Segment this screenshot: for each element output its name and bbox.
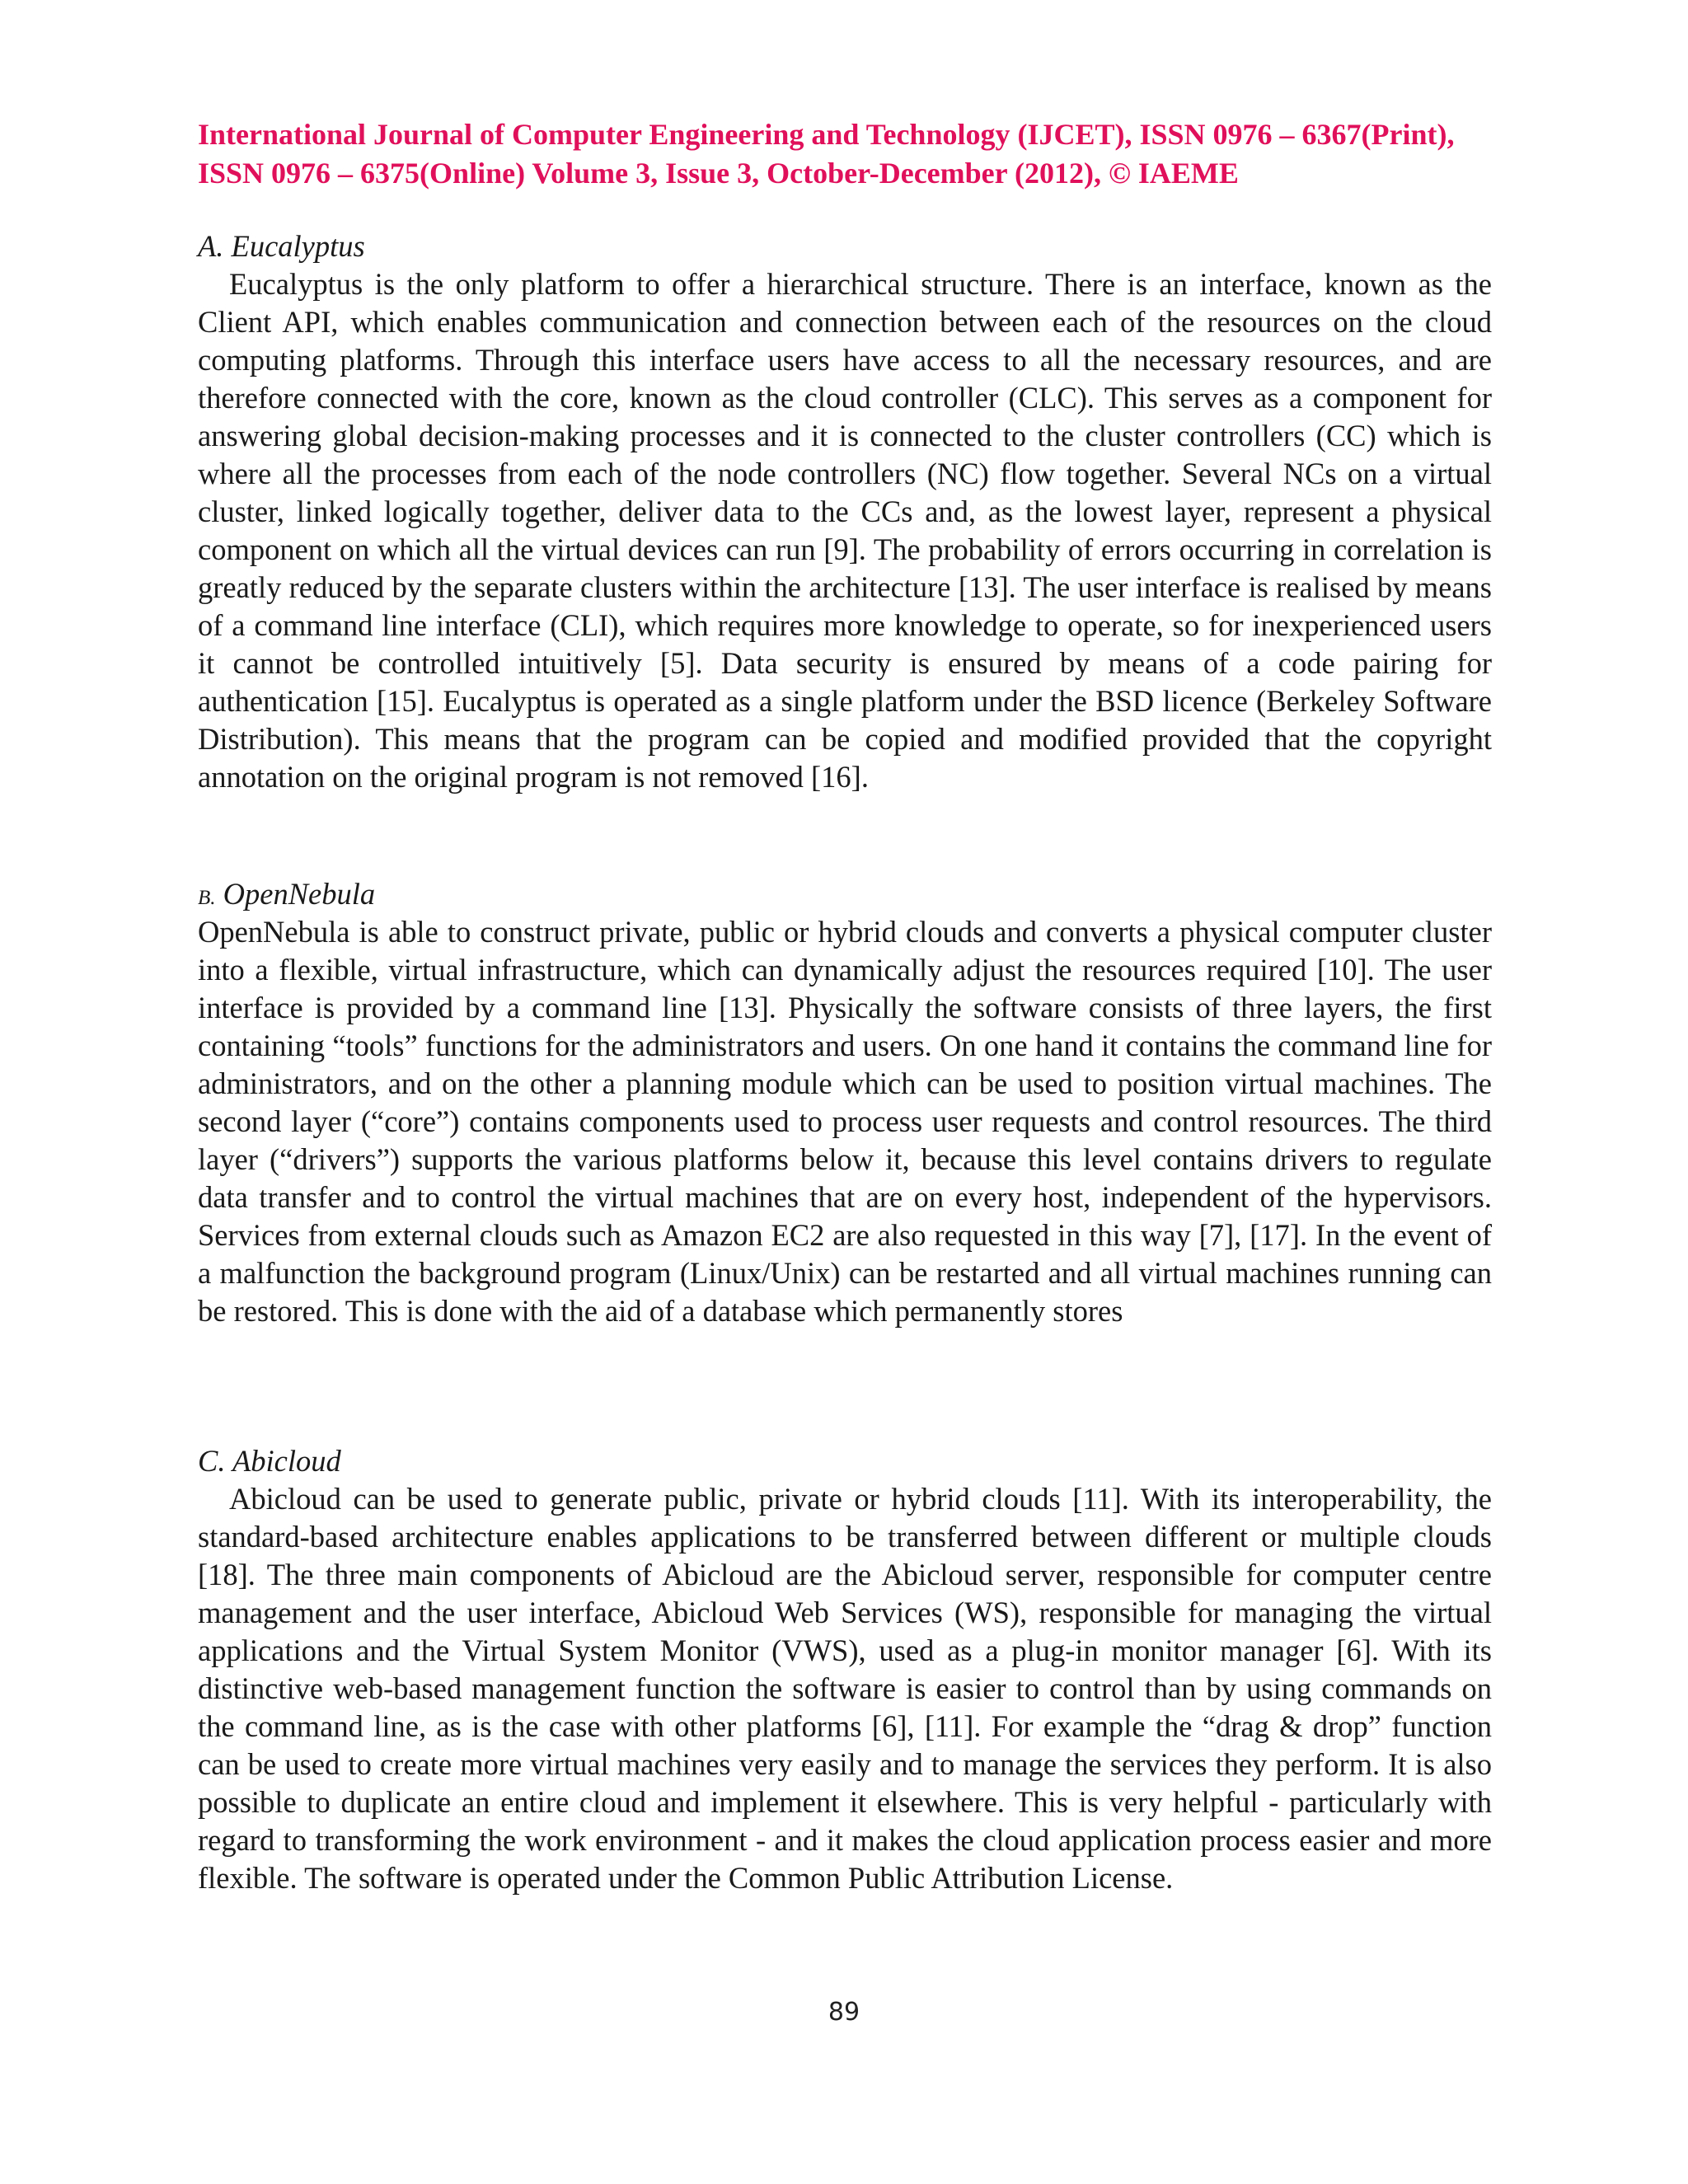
section-opennebula [198,875,1492,1330]
section-heading-abicloud [198,1442,1492,1480]
section-title: Abicloud [232,1444,341,1478]
section-letter: B. [198,887,216,909]
section-heading-eucalyptus [198,227,1492,265]
section-title: Eucalyptus [231,229,365,263]
section-body-eucalyptus: Eucalyptus is the only platform to offer a hierarchical structure. There is an interface, known as the Client API, which enables communication and connection between each of the resources on the cloud computing platforms. Through this interface users have access to all the necessary resources, and are therefore connected with the core, known as the cloud controller (CLC). This serves as a component for answering global decision-making processes and it is connected to the cluster controllers (CC) which is where all the processes from each of the node controllers (NC) flow together. Several NCs on a virtual cluster, linked logically together, deliver data to the CCs and, as the lowest layer, represent a physical component on which all the virtual devices can run [9]. The probability of errors occurring in correlation is greatly reduced by the separate clusters within the architecture [13]. The user interface is realised by means of a command line interface (CLI), which requires more knowledge to operate, so for inexperienced users it cannot be controlled intuitively [5]. Data security is ensured by means of a code pairing for authentication [15]. Eucalyptus is operated as a single platform under the BSD licence (Berkeley Software Distribution). This means that the program can be copied and modified provided that the copyright annotation on the original program is not removed [16]. [198,267,1492,794]
journal-header-line-1: International Journal of Computer Engineering and Technology (IJCET), ISSN 0976 – 6367(Print), [198,118,1455,151]
section-body-opennebula: OpenNebula is able to construct private, public or hybrid clouds and converts a physical computer cluster into a flexible, virtual infrastructure, which can dynamically adjust the resources required [10]. The user interface is provided by a command line [13]. Physically the software consists of three layers, the first containing “tools” functions for the administrators and users. On one hand it contains the command line for administrators, and on the other a planning module which can be used to position virtual machines. The second layer (“core”) contains components used to process user requests and control resources. The third layer (“drivers”) supports the various platforms below it, because this level contains drivers to regulate data transfer and to control the virtual machines that are on every host, independent of the hypervisors. Services from external clouds such as Amazon EC2 are also requested in this way [7], [17]. In the event of a malfunction the background program (Linux/Unix) can be restarted and all virtual machines running can be restored. This is done with the aid of a database which permanently stores [198,915,1492,1328]
journal-header [198,115,1500,193]
section-title: OpenNebula [223,877,376,911]
section-eucalyptus [198,227,1492,796]
section-letter: A. [198,229,224,263]
section-body-abicloud: Abicloud can be used to generate public, private or hybrid clouds [11]. With its interoperability, the standard-based architecture enables applications to be transferred between different or multiple clouds [18]. The three main components of Abicloud are the Abicloud server, responsible for computer centre management and the user interface, Abicloud Web Services (WS), responsible for managing the virtual applications and the Virtual System Monitor (VWS), used as a plug-in monitor manager [6]. With its distinctive web-based management function the software is easier to control than by using commands on the command line, as is the case with other platforms [6], [11]. For example the “drag & drop” function can be used to create more virtual machines very easily and to manage the services they perform. It is also possible to duplicate an entire cloud and implement it elsewhere. This is very helpful - particularly with regard to transforming the work environment - and it makes the cloud application process easier and more flexible. The software is operated under the Common Public Attribution License. [198,1482,1492,1895]
section-abicloud [198,1442,1492,1897]
journal-header-line-2: ISSN 0976 – 6375(Online) Volume 3, Issue 3, October-December (2012), © IAEME [198,157,1239,190]
section-heading-opennebula [198,875,1492,913]
section-letter: C. [198,1444,226,1478]
page-number: 89 [828,1998,860,2027]
